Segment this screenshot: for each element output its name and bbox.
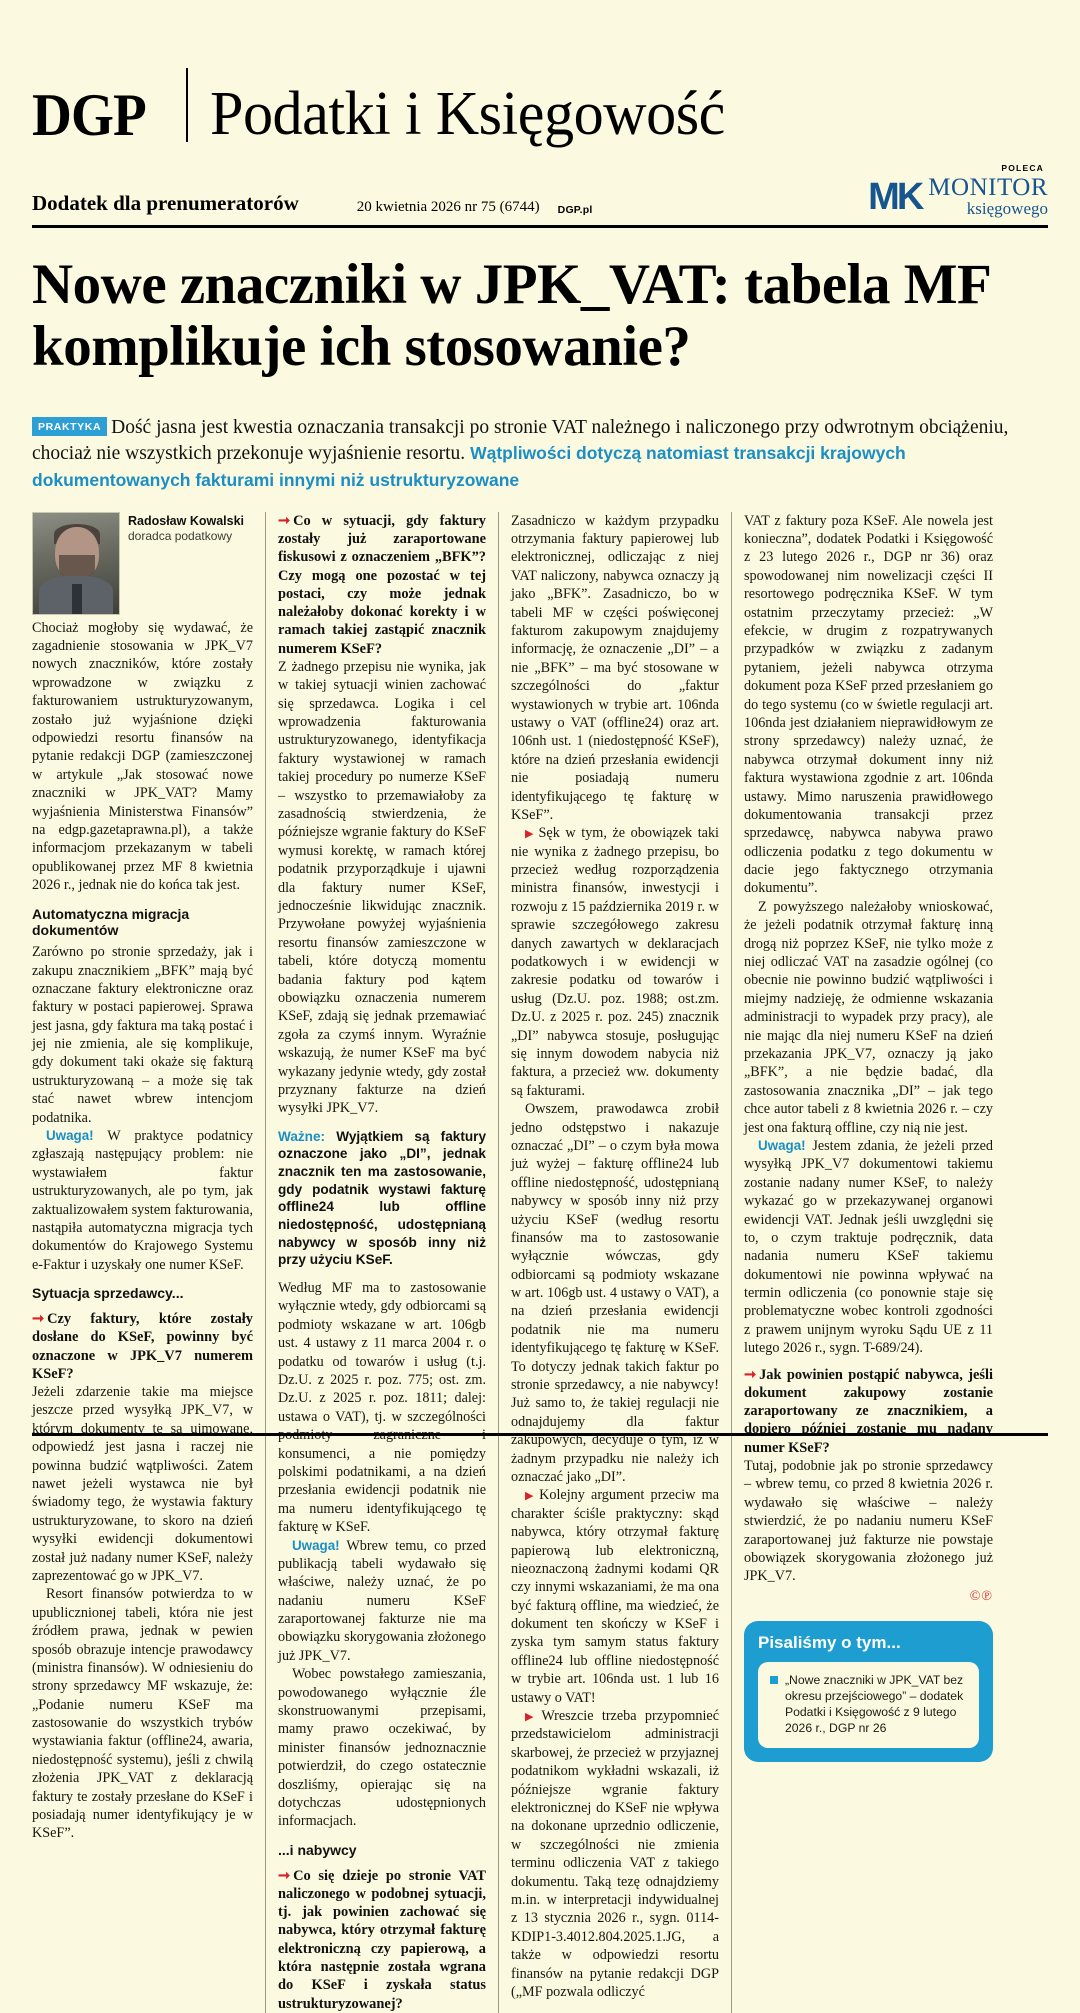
- mk-mark-icon: MK: [868, 175, 922, 218]
- wazne-label: Ważne:: [278, 1128, 326, 1144]
- arrow-right-icon: ➞: [278, 512, 291, 529]
- paragraph-c3-b-text: Sęk w tym, że obowiązek taki nie wynika z żadnego przepisu, bo przecież według rozporządzenia ministra finansów, inwestycji i rozwoju z 15 października 2019 r. w sprawie szczegółowego zakresu danych zawartych w deklaracjach podatkowych i w ewidencji w zakresie podatku od towarów i usług (Dz.U. poz. 1988; ost.zm. Dz.U. z 2025 r. poz. 245) znacznik „DI” nabywca stosuje, posługując się innym dowodem nabycia niż faktura, a przecież ww. dokumenty są fakturami.: [511, 825, 719, 1099]
- question-1-text: Czy faktury, które zostały dosłane do KSeF, powinny być oznaczone w JPK_V7 numerem KSeF?: [32, 1310, 253, 1382]
- uwaga-label: Uwaga!: [292, 1537, 340, 1553]
- pisalismy-item-text: „Nowe znaczniki w JPK_VAT bez okresu przejściowego” – dodatek Podatki i Księgowość z 9 lutego 2026 r., DGP nr 26: [785, 1672, 964, 1736]
- praktyka-badge: PRAKTYKA: [32, 417, 107, 436]
- paragraph-c3-d: [511, 1486, 719, 1707]
- paragraph-uwaga-4: [744, 1137, 993, 1358]
- article-columns: [32, 512, 1048, 2013]
- triangle-bullet-icon: ▶: [525, 1711, 539, 1724]
- heading-sytuacja-sprzedawcy: Sytuacja sprzedawcy...: [32, 1285, 184, 1302]
- lead-paragraph: [32, 415, 1048, 493]
- question-3-text: Co się dzieje po stronie VAT naliczonego w podobnej sytuacji, tj. jak powinien zachować się nabywca, który otrzymał fakturę elektroniczną czy papierową, a która następnie została wgrana do KSeF i zyskała status ustrukturyzowanej?: [278, 1867, 486, 2012]
- pisalismy-title: Pisaliśmy o tym...: [758, 1632, 901, 1652]
- masthead: [32, 0, 1048, 149]
- copyright-mark: ©℗: [969, 1588, 993, 1604]
- issue-date: 20 kwietnia 2026 nr 75 (6744): [356, 199, 540, 215]
- page-title: Nowe znaczniki w JPK_VAT: tabela MF komplikuje ich stosowanie?: [32, 253, 990, 378]
- masthead-title: Podatki i Księgowość: [209, 80, 725, 149]
- arrow-right-icon: ➞: [32, 1310, 45, 1327]
- paragraph-q2-b: Według MF ma to zastosowanie wyłącznie wtedy, gdy odbiorcami są podmioty wskazane w art. 106gb ust. 4 ustawy z 11 marca 2004 r. o podatku od towarów i usług (t.j. Dz.U. z 2025 r. poz. 775; ost. zm. Dz.U. z 2025 r. poz. 1811; dalej: ustawa o VAT), tj. w szczególności podmioty zagraniczne i konsumenci, a nie pomiędzy polskimi podatnikami, a na dzień przesłania ewidencji podatnik nie ma numeru identyfikującego tę fakturę w KSeF.: [278, 1280, 486, 1536]
- paragraph-q2-c: Wobec powstałego zamieszania, powodowanego wyłącznie źle skonstruowanymi przepisami, mamy prawo oczekiwać, by minister finansów jednoznacznie potwierdził, do czego ostatecznie doszliśmy, opierając się na dotychczas udostępnionych informacjach.: [278, 1666, 486, 1830]
- column-1: [32, 512, 265, 2013]
- lead-text-black: Dość jasna jest kwestia oznaczania transakcji po stronie VAT należnego i naliczonego przy odwrotnym obciążeniu, chociaż nie wszystkich przekonuje wyjaśnienie resortu.: [32, 417, 1009, 465]
- paragraph-q4: Tutaj, podobnie jak po stronie sprzedawcy – wbrew temu, co przed 8 kwietnia 2026 r. wydawało się właściwe – należy stwierdzić, że po nadaniu numeru KSeF zaraportowanej już fakturze nie powstaje obowiązek skorygowania złożonego już JPK_V7.: [744, 1458, 993, 1585]
- question-2-text: Co w sytuacji, gdy faktury zostały już zaraportowane fiskusowi z oznaczeniem „BFK”? Czy mogą one pozostać w tej postaci, czy może jednak należałoby dokonać korekty i w ramach takiej zastąpić znacznik numerem KSeF?: [278, 512, 486, 657]
- question-3: [278, 1867, 486, 2013]
- paragraph-q1-a: Jeżeli zdarzenie takie ma miejsce jeszcze przed wysyłką JPK_V7, w którym dokumenty te są ujmowane, odpowiedź jest jasna i raczej nie powinna budzić wątpliwości. Zatem nawet jeżeli wystawca nie był świadomy tego, że wystawia faktury ustrukturyzowane, to skoro na dzień wysyłki ewidencji dokumentowi został już nadany numer KSeF, należy zaprezentować go w JPK_V7.: [32, 1384, 253, 1584]
- question-2: [278, 512, 486, 658]
- sponsor-name: MONITOR: [928, 174, 1048, 202]
- heading-i-nabywcy: ...i nabywcy: [278, 1841, 357, 1858]
- pisalismy-box: [744, 1621, 993, 1762]
- paragraph-c4-a: VAT z faktury poza KSeF. Ale nowela jest konieczna”, dodatek Podatki i Księgowość z 23 lutego 2026 r., DGP nr 36) oraz spowodowanej nim nowelizacji części II resortowego podręcznika KSeF. W tym ostatnim przeczytamy przecież: „W efekcie, w drugim z rozpatrywanych przypadków w związku z zadanym pytaniem, jeżeli nabywca otrzyma dokument poza KSeF przed przesłaniem go do tego systemu (co w świetle regulacji art. 106nda jest działaniem nieprawidłowym ze strony sprzedawcy) należy uznać, że nabywca otrzymał dokument inny niż faktura wystawiona zgodnie z art. 106nda ustawy. Mimo naruszenia prawidłowego dokumentowania transakcji przez sprzedawcę, nabywca nabywa prawo odliczenia podatku z tego dokumentu w dacie jego faktycznego otrzymania dokumentu”.: [744, 512, 993, 897]
- arrow-right-icon: ➞: [278, 1867, 291, 1884]
- author-role: doradca podatkowy: [128, 528, 233, 543]
- poleca-label: POLECA: [1001, 163, 1044, 174]
- paragraph-uwaga-2: [278, 1537, 486, 1666]
- uwaga-label: Uwaga!: [758, 1137, 806, 1153]
- pisalismy-item[interactable]: [758, 1662, 979, 1748]
- triangle-bullet-icon: ▶: [525, 1490, 537, 1503]
- intro-paragraph: Chociaż mogłoby się wydawać, że zagadnienie stosowania w JPK_V7 nowych znaczników, które zostały wprowadzone w związku z fakturowaniem ustrukturyzowanym, zostało już wyjaśnione dzięki odpowiedzi resortu finansów na pytanie redakcji DGP (zamieszczonej w artykule „Jak stosować nowe znaczniki w JPK_VAT? Mamy wyjaśnienia Ministerstwa Finansów” na edgp.gazetaprawna.pl), a także informacjom przekazanym w tabeli opublikowanej przez MF 8 kwietnia 2026 r., jednak nie do końca tak jest.: [32, 619, 253, 894]
- masthead-divider: [186, 68, 188, 142]
- heading-automatyczna-migracja: Automatyczna migracja dokumentów: [32, 905, 190, 939]
- paragraph-c3-b: [511, 824, 719, 1100]
- paragraph-c4-b: Z powyższego należałoby wnioskować, że jeżeli podatnik otrzymał fakturę inną drogą niż poprzez KSeF, nie tylko może z niej odliczać VAT na zasadzie ogólnej (co obecnie nie powinno budzić wątpliwości i miejmy nadzieję, że odmienne wskazania administracji to wypadek przy pracy), ale nie mając dla niej numeru KSeF na dzień przekazania JPK_V7, oznaczy ją jako „BFK”, a nie będzie badać, dla zastosowania znacznika „DI” – jak tego chce autor tabeli z 8 kwietnia 2026 r. – czy jest ona fakturą offline, czy nią nie jest.: [744, 898, 993, 1136]
- arrow-right-icon: ➞: [744, 1366, 757, 1383]
- sponsor-subtitle: księgowego: [966, 199, 1048, 219]
- column-2: [265, 512, 498, 2013]
- monitor-logo: [868, 175, 1048, 219]
- author-photo: [32, 512, 120, 615]
- paragraph-q1-b: Resort finansów potwierdza to w upublicznionej tabeli, która nie jest źródłem prawa, jednak w pewien sposób obrazuje intencje prawodawcy (ministra finansów). W odniesieniu do strony sprzedawcy MF wskazuje, że: „Podanie numeru KSeF ma zastosowanie do wszystkich trybów wystawiania faktur (offline24, awaria, niedostępność systemu), jeśli z chwilą złożenia JPK_VAT z deklaracją faktury te zostały przesłane do KSeF i posiadają numer identyfikujący je w KSeF”.: [32, 1586, 253, 1842]
- paragraph-c3-c: Owszem, prawodawca zrobił jedno odstępstwo i nakazuje oznaczać „DI” – o czym była mowa już wyżej – fakturę offline24 lub offline niedostępność, udostępnianą nabywcy w sposób inny niż przy użyciu KSeF (według resortu finansów ma to zastosowanie wyłącznie wówczas, gdy odbiorcami są podmioty wskazane w art. 106gb ust. 4 ustawy o VAT), a na dzień przesłania ewidencji podatnik nie ma numeru identyfikującego tę fakturę w KSeF. To dotyczy jednak takich faktur po stronie sprzedawcy, a nie nabywcy! Już samo to, że takiej regulacji nie odnajdujemy dla faktur zakupowych, decyduje o tym, iż w żadnym przypadku nie należy ich oznaczać jako „DI”.: [511, 1101, 719, 1485]
- question-4-text: Jak powinien postąpić nabywca, jeśli dokument zakupowy zostanie zaraportowany ze znacznikiem, a dopiero później zostanie mu nadany numer KSeF?: [744, 1366, 993, 1456]
- lead-text-blue: Wątpliwości dotyczą natomiast transakcji krajowych dokumentowanych fakturami innymi niż ustrukturyzowane: [32, 443, 906, 490]
- author-name: Radosław Kowalski: [128, 513, 245, 528]
- paragraph-c3-e: [511, 1707, 719, 2001]
- triangle-bullet-icon: ▶: [525, 828, 536, 841]
- sponsor-block: [868, 163, 1048, 219]
- masthead-subrow: [32, 163, 1048, 228]
- paragraph-q2-a: Z żadnego przepisu nie wynika, jak w takiej sytuacji winien zachować się sprzedawca. Logika i cel wprowadzenia fakturowania ustrukturyzowanego, identyfikacja faktury wystawionej w ramach takiej procedury po numerze KSeF – wszystko to przemawiałoby za zasadnością stwierdzenia, że późniejsze wgranie faktury do KSeF wymusi korektę, w ramach której podatnik przyporządkuje i ujawni dla faktury numer KSeF, jednocześnie likwidując znacznik. Przywołane powyżej wyjaśnienia resortu finansów zamieszczone w tabeli, które dotyczą momentu badania faktury pod kątem obowiązku oznaczenia numerem KSeF, zdają się jednak przemawiać zgoła za czymś innym. Wyraźnie wskazują, że numer KSeF ma być wykazany jedynie wtedy, gdy został przyznany fakturze na dzień wysyłki JPK_V7.: [278, 658, 486, 1117]
- byline: [32, 512, 253, 615]
- site-url[interactable]: DGP.pl: [557, 204, 593, 216]
- paragraph-c3-a: Zasadniczo w każdym przypadku otrzymania faktury papierowej lub elektronicznej, odliczając z niej VAT naliczony, nabywca oznaczy ją jako „BFK”. Zasadniczo, bo w tabeli MF w części poświęconej fakturom zakupowym znajdujemy informację, że oznaczenie „DI” – a nie „BFK” – ma być stosowane w szczególności do „faktur wystawionych w trybie art. 106nda ustawy o VAT (offline24) oraz art. 106nh ust. 1 (niedostępność KSeF), które na dzień przesłania ewidencji nie posiadają numeru identyfikującego tę fakturę w KSeF”.: [511, 512, 719, 823]
- question-1: [32, 1310, 253, 1383]
- dgp-logo: DGP: [32, 82, 146, 148]
- wazne-text: Wyjątkiem są faktury oznaczone jako „DI”, jednak znacznik ten ma zastosowanie, gdy podatnik wystawi fakturę offline24 lub offline niedostępność, udostępnianą nabywcy w sposób inny niż przy użyciu KSeF.: [278, 1128, 487, 1268]
- supplement-label: Dodatek dla prenumeratorów: [32, 191, 299, 215]
- column-4: [731, 512, 993, 2013]
- uwaga-text: Jestem zdania, że jeżeli przed wysyłką JPK_V7 dokumentowi takiemu zostanie nadany numer KSeF, to należy wykazać go w przekazywanej organowi ewidencji VAT. Jednak jeśli uwzględni się to, o czym traktuje podręcznik, data nadania numeru KSeF takiemu dokumentowi nie powinna wpływać na termin odliczenia (co ponownie staje się problematyczne wobec kontroli zgodności z prawem unijnym wyroku Sądu UE z 11 lutego 2026 r., sygn. T-689/24).: [744, 1137, 994, 1357]
- uwaga-label: Uwaga!: [46, 1128, 94, 1144]
- paragraph-c3-d-text: Kolejny argument przeciw ma charakter ściśle praktyczny: skąd nabywca, który otrzymał fakturę papierową lub elektroniczną, nieoznaczoną żadnymi kodami QR czy innymi wskazaniami, że ma ona być fakturą offline, ma wiedzieć, że dokument ten skończy w KSeF i zyska tym samym status faktury offline24 lub offline niedostępność w trybie art. 106nda ust. 1 lub 16 ustawy o VAT!: [511, 1487, 719, 1706]
- uwaga-text: Wbrew temu, co przed publikacją tabeli wydawało się właściwe, należy uznać, że po nadaniu numeru KSeF zaraportowanej fakturze nie ma obowiązku skorygowania złożonego już JPK_V7.: [278, 1537, 486, 1664]
- uwaga-text: W praktyce podatnicy zgłaszają następujący problem: nie wystawiałem faktur ustrukturyzowanych, ale po tym, jak zaktualizowałem system fakturowania, nastąpiła automatyczna migracja tych dokumentów do Krajowego Systemu e-Faktur i uzyskały one numer KSeF.: [32, 1128, 254, 1273]
- bottom-rule: [32, 1433, 1048, 1436]
- paragraph-uwaga-1: [32, 1127, 253, 1274]
- wazne-callout: [278, 1128, 486, 1269]
- column-3: [498, 512, 731, 2013]
- square-bullet-icon: [770, 1676, 778, 1684]
- paragraph-c3-e-text: Wreszcie trzeba przypomnieć przedstawicielom administracji skarbowej, że przecież w przyjaznej podatnikom wykładni wskazali, iż późniejsze wgranie faktury elektronicznej do KSeF nie wpływa na dokonane uprzednio odliczenie, w szczególności nie zmienia terminu odliczenia VAT z takiego dokumentu. Taką tezę odnajdziemy m.in. w interpretacji indywidualnej z 13 stycznia 2026 r., sygn. 0114-KDIP1-3.4012.804.2025.1.JG, a także w odpowiedzi resortu finansów na pytanie redakcji DGP („MF pozwala odliczyć: [511, 1708, 719, 2000]
- paragraph-migracja: Zarówno po stronie sprzedaży, jak i zakupu znacznikiem „BFK” mają być oznaczane faktury elektroniczne oraz faktury w postaci papierowej. Sprawa jest jasna, gdy faktura ma taką postać i jej nie zmienia, ale się komplikuje, gdy dokument taki okaże się fakturą ustrukturyzowaną – a może się tak stać nawet wbrew intencjom podatnika.: [32, 944, 253, 1126]
- question-4: [744, 1366, 993, 1457]
